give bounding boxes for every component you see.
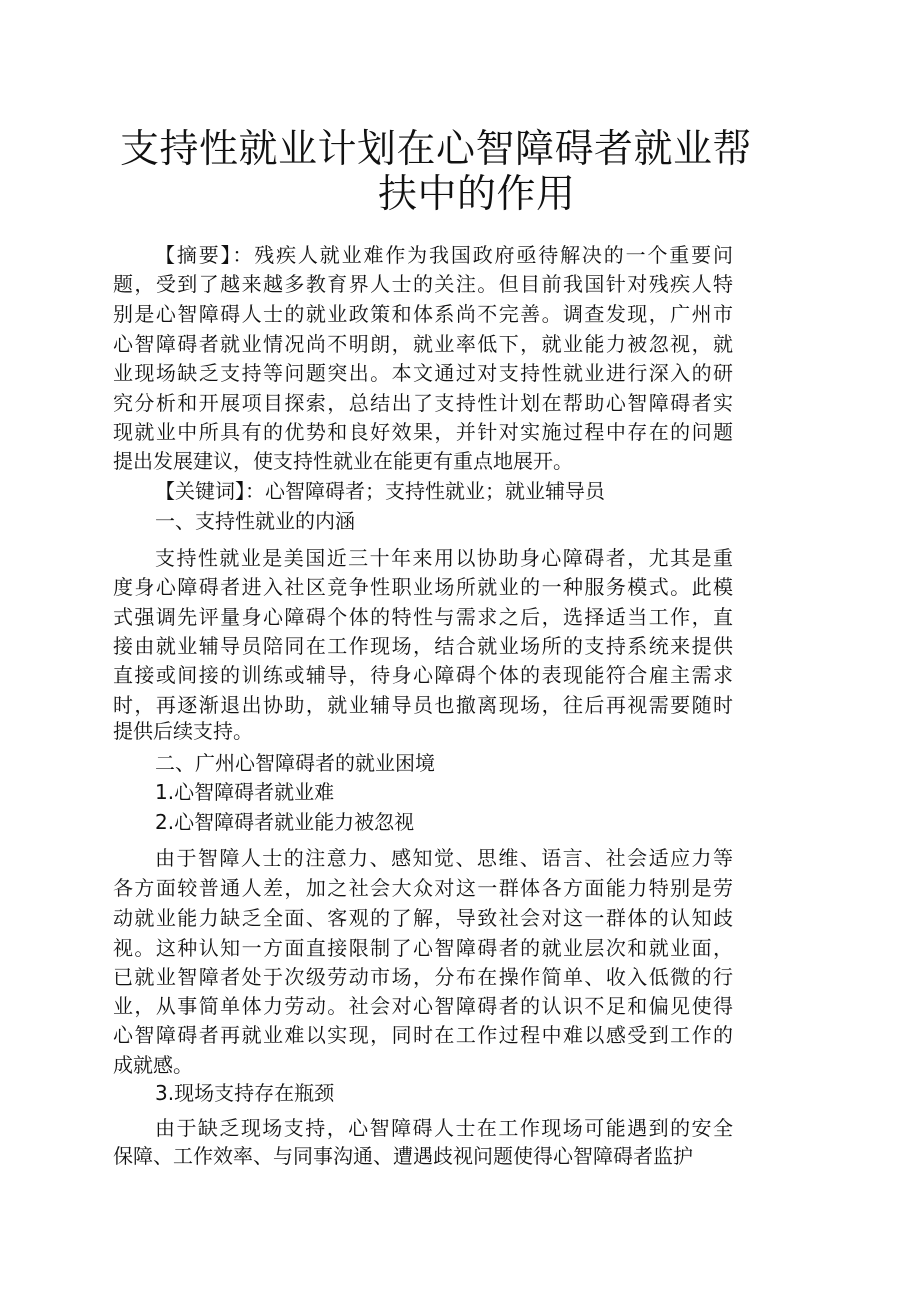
abstract-line: 提出发展建议，使支持性就业在能更有重点地展开。 (113, 449, 573, 473)
section-heading: 一、支持性就业的内涵 (155, 509, 355, 533)
subsection-heading: 3.现场支持存在瓶颈 (155, 1081, 335, 1105)
subsection-heading: 2.心智障碍者就业能力被忽视 (155, 810, 415, 834)
title-line-1: 支持性就业计划在心智障碍者就业帮 (120, 127, 753, 172)
paragraph-line: 支持性就业是美国近三十年来用以协助身心障碍者，尤其是重 (155, 546, 733, 570)
paragraph-line: 业，从事简单体力劳动。社会对心智障碍者的认识不足和偏见使得 (113, 994, 733, 1018)
paragraph-line: 成就感。 (113, 1053, 193, 1077)
paragraph-line: 时，再逐渐退出协助，就业辅导员也撤离现场，往后再视需要随时 (113, 693, 733, 717)
abstract-line: 业现场缺乏支持等问题突出。本文通过对支持性就业进行深入的研 (113, 361, 733, 385)
abstract-line: 别是心智障碍人士的就业政策和体系尚不完善。调查发现，广州市 (113, 302, 733, 326)
abstract-line: 【摘要】：残疾人就业难作为我国政府亟待解决的一个重要问 (155, 243, 733, 267)
abstract-line: 心智障碍者就业情况尚不明朗，就业率低下，就业能力被忽视，就 (113, 332, 733, 356)
paragraph-line: 已就业智障者处于次级劳动市场，分布在操作简单、收入低微的行 (113, 965, 733, 989)
paragraph-line: 由于智障人士的注意力、感知觉、思维、语言、社会适应力等 (155, 846, 733, 870)
abstract-line: 题，受到了越来越多教育界人士的关注。但目前我国针对残疾人特 (113, 272, 733, 296)
paragraph-line: 接由就业辅导员陪同在工作现场，结合就业场所的支持系统来提供 (113, 634, 733, 658)
paragraph-line: 式强调先评量身心障碍个体的特性与需求之后，选择适当工作，直 (113, 605, 733, 629)
paragraph-line: 心智障碍者再就业难以实现，同时在工作过程中难以感受到工作的 (113, 1023, 733, 1047)
keywords-line: 【关键词】：心智障碍者；支持性就业；就业辅导员 (155, 479, 605, 503)
paragraph-line: 各方面较普通人差，加之社会大众对这一群体各方面能力特别是劳 (113, 876, 733, 900)
paragraph-line: 由于缺乏现场支持，心智障碍人士在工作现场可能遇到的安全 (155, 1116, 733, 1140)
paragraph-line: 保障、工作效率、与同事沟通、遭遇歧视问题使得心智障碍者监护 (113, 1144, 693, 1168)
abstract-line: 现就业中所具有的优势和良好效果，并针对实施过程中存在的问题 (113, 420, 733, 444)
paragraph-line: 提供后续支持。 (113, 719, 253, 743)
title-line-2: 扶中的作用 (378, 172, 576, 217)
paragraph-line: 视。这种认知一方面直接限制了心智障碍者的就业层次和就业面， (113, 936, 733, 960)
paragraph-line: 直接或间接的训练或辅导，待身心障碍个体的表现能符合雇主需求 (113, 663, 733, 687)
paragraph-line: 度身心障碍者进入社区竞争性职业场所就业的一种服务模式。此模 (113, 575, 733, 599)
subsection-heading: 1.心智障碍者就业难 (155, 780, 335, 804)
section-heading: 二、广州心智障碍者的就业困境 (155, 751, 435, 775)
paragraph-line: 动就业能力缺乏全面、客观的了解，导致社会对这一群体的认知歧 (113, 906, 733, 930)
abstract-line: 究分析和开展项目探索，总结出了支持性计划在帮助心智障碍者实 (113, 391, 733, 415)
